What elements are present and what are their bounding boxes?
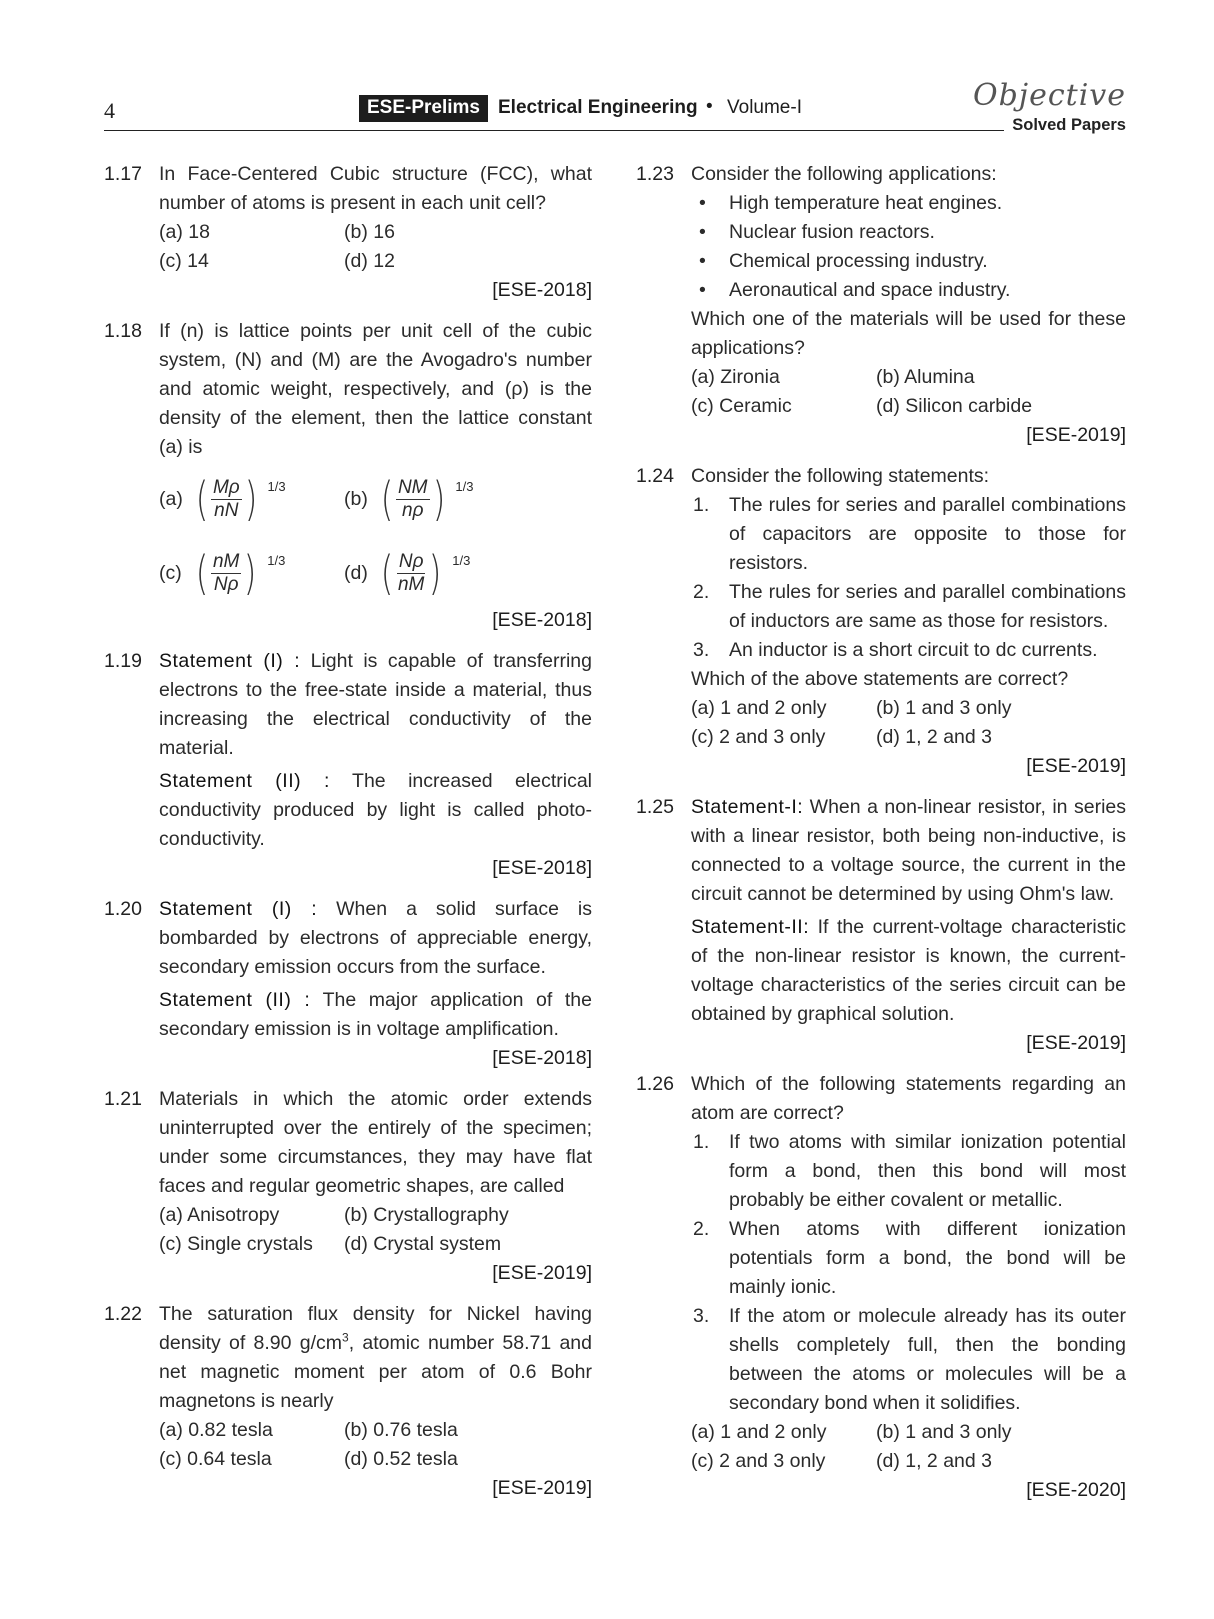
exam-reference: [ESE-2019]	[1026, 424, 1126, 446]
page-header	[104, 78, 1126, 136]
fraction-expression	[193, 546, 286, 600]
question-number: 1.19	[104, 650, 142, 672]
options	[159, 466, 592, 606]
logo-subtitle: Solved Papers	[1012, 116, 1126, 134]
bullet: •	[699, 221, 706, 243]
question-1-17	[104, 160, 592, 305]
numerator: Nρ	[398, 550, 424, 572]
option-b: (b) 1 and 3 only	[876, 697, 1012, 719]
question-text-part-2: , atomic number 58.71 and net magnetic moment per atom of 0.6 Bohr magnetons is nearly	[159, 1332, 592, 1412]
option-c: (c) 2 and 3 only	[691, 1450, 826, 1472]
statement-1-label: Statement (I) :	[159, 650, 301, 672]
statement-1-label: Statement-I:	[691, 796, 804, 818]
options	[159, 1416, 592, 1474]
option-b: (b) Crystallography	[344, 1204, 509, 1226]
fraction	[396, 551, 426, 596]
right-paren: )	[429, 546, 442, 600]
question-text: If (n) is lattice points per unit cell of the cubic system, (N) and (M) are the Avogadro's number and atomic weight, respectively, and (ρ) is the density of the element, then the lattice constant (a) is	[159, 320, 592, 458]
fraction-expression	[193, 472, 286, 526]
question-1-18	[104, 317, 592, 635]
statement-list	[691, 491, 1126, 665]
item-number: 3.	[693, 1305, 710, 1327]
option-label: (c)	[159, 561, 182, 584]
list-item	[691, 189, 1126, 218]
statement-2-text: The increased electrical conductivity produced by light is called photo-conductivity.	[159, 770, 592, 850]
application-list	[691, 189, 1126, 305]
question-text: Consider the following statements:	[691, 465, 990, 487]
numerator: nM	[212, 550, 240, 572]
option-a: (a) 0.82 tesla	[159, 1419, 273, 1441]
question-1-24	[636, 462, 1126, 781]
option-b: (b) 0.76 tesla	[344, 1419, 458, 1441]
statement-2-text: If the current-voltage characteristic of the non-linear resistor is known, the current-voltage characteristics of the series circuit can be obtained by graphical solution.	[691, 916, 1126, 1025]
list-item	[691, 578, 1126, 636]
objective-logo: Objective	[972, 78, 1126, 113]
exam-reference: [ESE-2019]	[492, 1262, 592, 1284]
statement-2	[691, 913, 1126, 1029]
option-a: (a) 1 and 2 only	[691, 1421, 827, 1443]
list-item	[691, 491, 1126, 578]
question-number: 1.21	[104, 1088, 142, 1110]
options	[691, 1418, 1126, 1476]
statement-2-text: The major application of the secondary emission is in voltage amplification.	[159, 989, 592, 1040]
question-number: 1.23	[636, 163, 674, 185]
fraction	[211, 551, 241, 596]
question-1-22	[104, 1300, 592, 1503]
item-text: If the atom or molecule already has its outer shells completely full, then the bonding between the atoms or molecules will be a secondary bond when it solidifies.	[729, 1305, 1126, 1414]
statement-1	[159, 895, 592, 982]
list-item-text: High temperature heat engines.	[729, 192, 1003, 214]
option-d: (d) Crystal system	[344, 1233, 502, 1255]
question-number: 1.17	[104, 163, 142, 185]
statement-1-text: When a non-linear resistor, in series with a linear resistor, both being non-inductive, is connected to a voltage source, the current in the circuit cannot be determined by using Ohm's law.	[691, 796, 1126, 905]
question-number: 1.18	[104, 320, 142, 342]
option-a: (a) 18	[159, 221, 210, 243]
fraction	[396, 477, 430, 522]
option-d: (d) 0.52 tesla	[344, 1448, 458, 1470]
left-column	[104, 160, 592, 1515]
denominator: nM	[397, 573, 425, 595]
exam-reference: [ESE-2019]	[1026, 755, 1126, 777]
option-b: (b) 1 and 3 only	[876, 1421, 1012, 1443]
right-column	[636, 160, 1126, 1517]
question-text: Materials in which the atomic order extends uninterrupted over the entirely of the specimen; under some circumstances, they may have flat faces and regular geometric shapes, are called	[159, 1088, 592, 1197]
item-number: 2.	[693, 581, 710, 603]
statement-1-text: Light is capable of transferring electrons to the free-state inside a material, thus increasing the electrical conductivity of the material.	[159, 650, 593, 759]
left-paren: (	[195, 546, 209, 600]
option-a: (a) 1 and 2 only	[691, 697, 827, 719]
list-item-text: Nuclear fusion reactors.	[729, 221, 935, 243]
list-item-text: Aeronautical and space industry.	[729, 279, 1011, 301]
option-c: (c) Single crystals	[159, 1233, 313, 1255]
bullet: •	[699, 279, 706, 301]
list-item	[691, 218, 1126, 247]
question-number: 1.20	[104, 898, 142, 920]
option-c: (c) 2 and 3 only	[691, 726, 826, 748]
option-c: (c) 14	[159, 250, 209, 272]
exam-reference: [ESE-2018]	[492, 857, 592, 879]
option-b	[344, 466, 592, 532]
bullet: •	[699, 192, 706, 214]
options	[159, 1201, 592, 1259]
denominator: nρ	[402, 499, 424, 521]
option-d: (d) 12	[344, 250, 395, 272]
statement-2	[159, 986, 592, 1044]
options	[691, 694, 1126, 752]
option-a	[159, 466, 344, 532]
statement-list	[691, 1128, 1126, 1418]
option-d: (d) 1, 2 and 3	[876, 1450, 992, 1472]
option-d	[344, 540, 592, 606]
item-text: The rules for series and parallel combinations of inductors are same as those for resistors.	[729, 581, 1126, 632]
header-rule	[104, 130, 1004, 131]
statement-2-label: Statement (II) :	[159, 989, 311, 1011]
option-a: (a) Zironia	[691, 366, 780, 388]
statement-1	[691, 793, 1126, 909]
list-item	[691, 1302, 1126, 1418]
right-paren: )	[244, 546, 257, 600]
fraction-expression	[378, 472, 474, 526]
numerator: NM	[397, 476, 428, 498]
option-label: (b)	[344, 487, 368, 510]
option-c	[159, 540, 344, 606]
list-item-text: Chemical processing industry.	[729, 250, 988, 272]
item-number: 2.	[693, 1218, 710, 1240]
option-label: (d)	[344, 561, 368, 584]
list-item	[691, 1128, 1126, 1215]
right-paren: )	[244, 472, 257, 526]
exam-reference: [ESE-2018]	[492, 279, 592, 301]
statement-2-label: Statement-II:	[691, 916, 810, 938]
brand-badge: ESE-Prelims	[359, 95, 488, 122]
statement-1-label: Statement (I) :	[159, 898, 318, 920]
list-item	[691, 1215, 1126, 1302]
fraction	[211, 477, 242, 522]
list-item	[691, 276, 1126, 305]
option-b: (b) 16	[344, 221, 395, 243]
question-1-26	[636, 1070, 1126, 1505]
list-item	[691, 247, 1126, 276]
statement-1	[159, 647, 592, 763]
exponent: 1/3	[455, 479, 474, 494]
right-paren: )	[432, 472, 445, 526]
exponent: 1/3	[452, 553, 471, 568]
statement-2-label: Statement (II) :	[159, 770, 330, 792]
book-volume: Volume-I	[727, 97, 802, 118]
option-label: (a)	[159, 487, 183, 510]
question-1-19	[104, 647, 592, 883]
question-1-21	[104, 1085, 592, 1288]
question-prompt: Which of the above statements are correct?	[691, 668, 1069, 690]
statement-2	[159, 767, 592, 854]
option-c: (c) 0.64 tesla	[159, 1448, 272, 1470]
exam-reference: [ESE-2019]	[492, 1477, 592, 1499]
book-title: Electrical Engineering	[498, 97, 698, 118]
item-number: 3.	[693, 639, 710, 661]
option-a: (a) Anisotropy	[159, 1204, 280, 1226]
option-d: (d) Silicon carbide	[876, 395, 1033, 417]
item-text: If two atoms with similar ionization potential form a bond, then this bond will most probably be either covalent or metallic.	[729, 1131, 1126, 1211]
exam-reference: [ESE-2020]	[1026, 1479, 1126, 1501]
superscript: 3	[342, 1330, 349, 1345]
question-number: 1.24	[636, 465, 674, 487]
exam-reference: [ESE-2018]	[492, 1047, 592, 1069]
question-text	[159, 1300, 592, 1416]
options	[691, 363, 1126, 421]
question-1-20	[104, 895, 592, 1073]
left-paren: (	[195, 472, 209, 526]
option-b: (b) Alumina	[876, 366, 975, 388]
item-text: An inductor is a short circuit to dc currents.	[729, 639, 1098, 661]
question-1-23	[636, 160, 1126, 450]
question-number: 1.26	[636, 1073, 674, 1095]
list-item	[691, 636, 1126, 665]
title-separator: •	[706, 96, 713, 117]
fraction-expression	[378, 546, 471, 600]
item-number: 1.	[693, 494, 710, 516]
page-number: 4	[104, 98, 115, 123]
denominator: Nρ	[213, 573, 239, 595]
question-text: In Face-Centered Cubic structure (FCC), what number of atoms is present in each unit cell?	[159, 163, 592, 214]
question-prompt: Which one of the materials will be used for these applications?	[691, 308, 1126, 359]
exam-reference: [ESE-2019]	[1026, 1032, 1126, 1054]
statement-1-text: When a solid surface is bombarded by electrons of appreciable energy, secondary emission occurs from the surface.	[159, 898, 592, 978]
item-text: When atoms with different ionization potentials form a bond, the bond will be mainly ionic.	[729, 1218, 1126, 1298]
question-text: Which of the following statements regarding an atom are correct?	[691, 1073, 1126, 1124]
option-c: (c) Ceramic	[691, 395, 792, 417]
item-number: 1.	[693, 1131, 710, 1153]
left-paren: (	[380, 546, 394, 600]
question-text: Consider the following applications:	[691, 163, 997, 185]
bullet: •	[699, 250, 706, 272]
options	[159, 218, 592, 276]
numerator: Mρ	[212, 476, 240, 498]
question-number: 1.22	[104, 1303, 142, 1325]
exam-reference: [ESE-2018]	[492, 609, 592, 631]
question-number: 1.25	[636, 796, 674, 818]
left-paren: (	[380, 472, 394, 526]
question-1-25	[636, 793, 1126, 1058]
question-text-part-1: The saturation flux density for Nickel having density of 8.90 g/cm	[159, 1303, 592, 1354]
denominator: nN	[214, 499, 239, 521]
item-text: The rules for series and parallel combinations of capacitors are opposite to those for resistors.	[729, 494, 1126, 574]
option-d: (d) 1, 2 and 3	[876, 726, 992, 748]
exponent: 1/3	[267, 479, 286, 494]
exponent: 1/3	[267, 553, 286, 568]
